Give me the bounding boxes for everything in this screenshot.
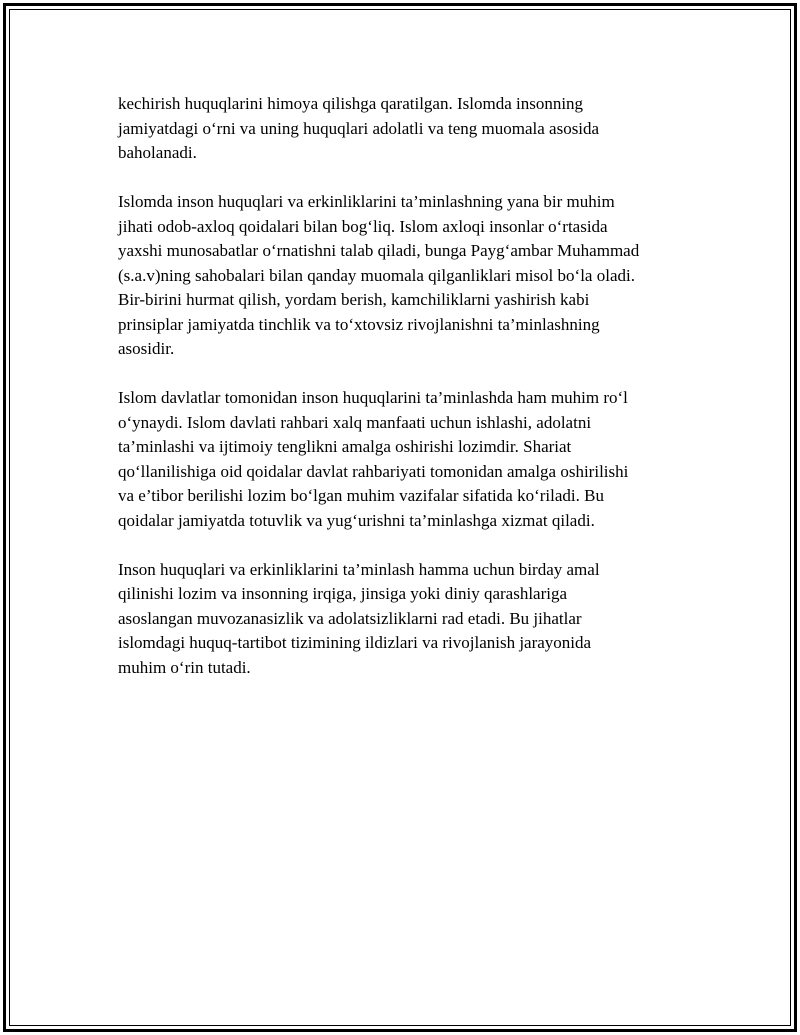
paragraph-4: Inson huquqlari va erkinliklarini ta’minlash hamma uchun birday amal qilinishi lozim va insonning irqiga, jinsiga yoki diniy qarashlariga asoslangan muvozanasizlik va adolatsizliklarni rad etadi. Bu jihatlar islomdagi huquq-tartibot tizimining ildizlari va rivojlanish jarayonida muhim o‘rin tutadi. bbox=[118, 559, 600, 677]
document-body bbox=[118, 92, 698, 705]
paragraph-1: kechirish huquqlarini himoya qilishga qaratilgan. Islomda insonning jamiyatdagi o‘rni va uning huquqlari adolatli va teng muomala asosida baholanadi. bbox=[118, 94, 600, 162]
paragraph-2: Islomda inson huquqlari va erkinliklarini ta’minlashning yana bir muhim jihati odob-axloq qoidalari bilan bog‘liq. Islom axloqi insonlar o‘rtasida yaxshi munosabatlar o‘rnatishni talab qiladi, bunga Payg‘ambar Muhammad (s.a.v)ning sahobalari bilan qanday muomala qilganliklari misol bo‘la oladi. Bir-birini hurmat qilish, yordam berish, kamchiliklarni yashirish kabi prinsiplar jamiyatda tinchlik va to‘xtovsiz rivojlanishni ta’minlashning asosidir. bbox=[118, 192, 640, 358]
paragraph-3: Islom davlatlar tomonidan inson huquqlarini ta’minlashda ham muhim ro‘l o‘ynaydi. Islom davlati rahbari xalq manfaati uchun ishlashi, adolatni ta’minlashi va ijtimoiy tenglikni amalga oshirishi lozimdir. Shariat qo‘llanilishiga oid qoidalar davlat rahbariyati tomonidan amalga oshirilishi va e’tibor berilishi lozim bo‘lgan muhim vazifalar sifatida ko‘riladi. Bu qoidalar jamiyatda totuvlik va yug‘urishni ta’minlashga xizmat qiladi. bbox=[118, 388, 629, 530]
